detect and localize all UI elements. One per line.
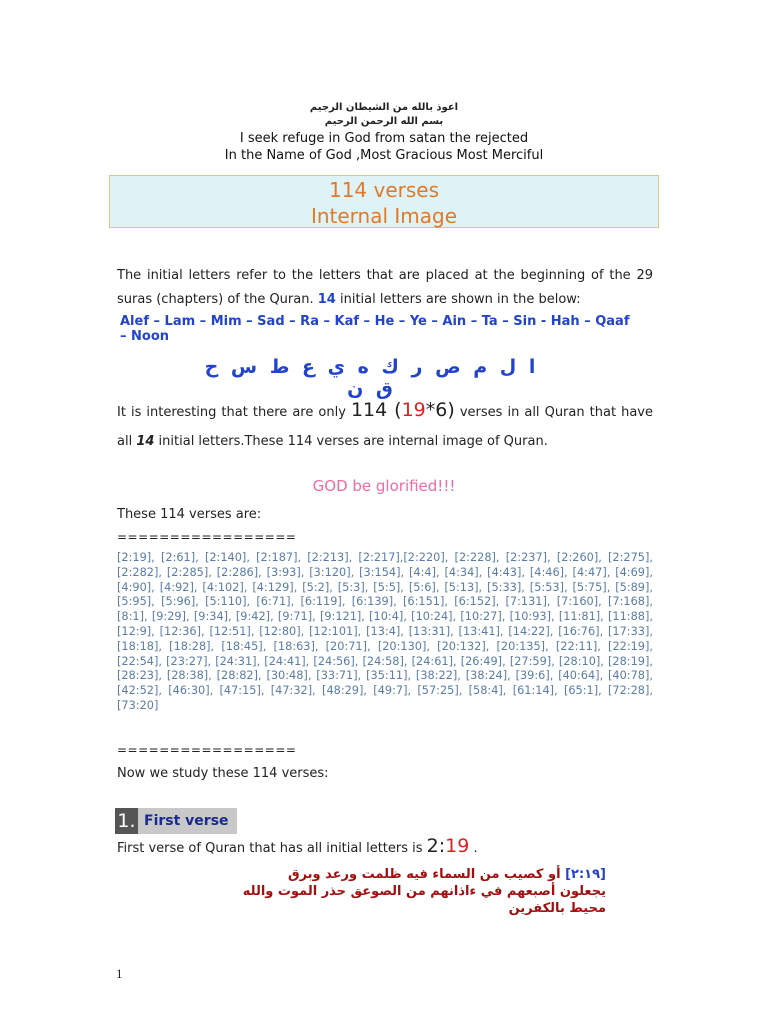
bold-number-14: 14 [136,434,155,449]
first-verse-text [117,834,653,861]
english-refuge-line: I seek refuge in God from satan the rejected [239,131,529,146]
verse-ref-end: . [469,841,478,856]
arabic-basmala-line: بسم الله الرحمن الرحيم [324,116,444,127]
section-number: 1. [115,808,138,834]
title-box [109,175,659,228]
big-number-114: 114 [350,399,388,421]
header-block [0,101,768,164]
intro-count: 14 [317,292,336,307]
intro-paragraph [117,264,653,312]
separator-top: ================= [117,530,297,544]
quote-line-2: يجعلون أصبعهم في ءاذانهم من الصوعق حذر الموت والله [242,884,606,899]
separator-bottom: ================= [117,743,297,757]
first-verse-sentence: First verse of Quran that has all initial letters is [117,841,427,856]
interesting-paragraph [117,396,653,456]
quote-ref: [٢:١٩] [565,867,606,882]
arabic-refuge-line: اعوذ بالله من الشيطان الرجيم [309,102,459,113]
verse-ref-chapter: 2: [426,835,446,857]
multiplier: *6) [425,399,455,421]
quote-line-1-text: أو كصيب من السماء فيه ظلمت ورعد وبرق [287,867,566,882]
intro-text-before: The initial letters refer to the letters that are placed at the beginning of the 29 suras (chapters) of the Quran. [117,268,653,307]
quote-line-3: محيط بالكفرين [508,901,606,916]
intro-text-after: initial letters are shown in the below: [335,292,581,307]
verses-list: [2:19], [2:61], [2:140], [2:187], [2:213], [2:217],[2:220], [2:228], [2:237], [2:260], [2:275], [2:282], [2:285], [2:286], [3:93], [3:120], [3:154], [4:4], [4:34], [4:43], [4:46], [4:47], [4:69], [4:90], [4:92], [4:102], [4:129], [5:2], [5:3], [5:5], [5:6], [5:13], [5:33], [5:53], [5:75], [5:89], [5:95], [5:96], [5:110], [6:71], [6:119], [6:139], [6:151], [6:152], [7:131], [7:160], [7:168], [8:1], [9:29], [9:34], [9:42], [9:71], [9:121], [10:4], [10:24], [10:27], [10:93], [11:81], [11:88], [12:9], [12:36], [12:51], [12:80], [12:101], [13:4], [13:31], [13:41], [14:22], [16:76], [17:33], [18:18], [18:28], [18:45], [18:63], [20:71], [20:130], [20:132], [20:135], [22:11], [22:19], [22:54], [23:27], [24:31], [24:41], [24:56], [24:58], [24:61], [26:49], [27:59], [28:10], [28:19], [28:23], [28:38], [28:82], [30:48], [33:71], [35:11], [38:22], [38:24], [39:6], [40:64], [40:78], [42:52], [46:30], [47:15], [47:32], [48:29], [49:7], [57:25], [58:4], [61:14], [65:1], [72:28], [73:20] [117,551,653,712]
glorified-heading: GOD be glorified!!! [312,477,456,495]
verse-ref-number: 19 [445,835,470,857]
study-text: Now we study these 114 verses: [117,766,329,781]
section-heading-1 [115,808,237,834]
page-number: 1 [116,966,123,981]
paren-open: ( [387,399,402,421]
arabic-verse-quote [170,866,606,917]
verses-intro: These 114 verses are: [117,507,262,522]
title-line-1: 114 verses [328,178,440,202]
red-number-19: 19 [401,399,426,421]
letters-english: Alef – Lam – Mim – Sad – Ra – Kaf – He – Ye – Ain – Ta – Sin - Hah – Qaaf – Noon [120,314,630,344]
letters-arabic: ا ل م ص ر ك ه ي ع ط س ح ق ن [204,356,536,400]
interesting-text-3: initial letters.These 114 verses are internal image of Quran. [154,434,548,449]
quote-line-1 [170,866,606,883]
interesting-text-2: verses in all Quran that have all [117,405,653,449]
title-line-2: Internal Image [310,204,458,228]
english-basmala-line: In the Name of God ,Most Gracious Most Merciful [224,148,544,163]
section-title: First verse [144,813,229,829]
interesting-text-1: It is interesting that there are only [117,405,351,420]
